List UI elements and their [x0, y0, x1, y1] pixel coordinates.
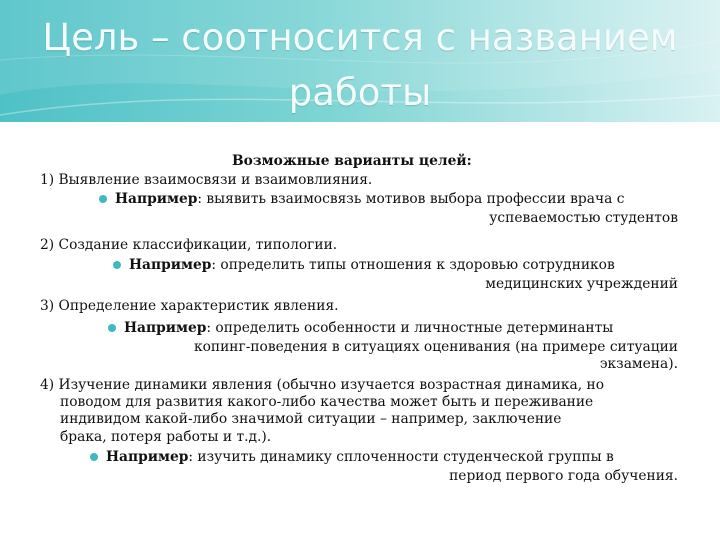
example-text: : определить особенности и личностные детерминанты: [206, 320, 614, 336]
slide-title: [0, 10, 720, 120]
goal-item-1: 1) Выявление взаимосвязи и взаимовлияния.: [40, 172, 373, 188]
example-1: [99, 190, 624, 209]
example-3-cont: копинг-поведения в ситуациях оценивания (на примере ситуации: [193, 339, 678, 355]
slide-body: [0, 152, 720, 532]
goal-item-4-line2: поводом для развития какого-либо качества может быть и переживание: [60, 394, 594, 410]
goal-item-4: 4) Изучение динамики явления (обычно изучается возрастная динамика, но: [40, 377, 605, 393]
goal-item-4-line4: брака, потеря работы и т.д.).: [60, 429, 272, 445]
title-line-1: Цель – соотносится с названием: [42, 16, 678, 59]
example-label: Например: [106, 449, 189, 465]
title-line-2: работы: [288, 71, 432, 114]
example-text: : выявить взаимосвязь мотивов выбора профессии врача с: [197, 191, 625, 207]
example-2-cont: медицинских учреждений: [485, 276, 678, 292]
subheading: Возможные варианты целей:: [232, 153, 472, 169]
example-label: Например: [115, 191, 198, 207]
example-1-cont: успеваемостью студентов: [489, 210, 678, 226]
example-label: Например: [124, 320, 207, 336]
bullet-icon: [108, 324, 116, 332]
goal-item-2: 2) Создание классификации, типологии.: [40, 237, 338, 253]
example-3-cont-2: экзамена).: [599, 356, 678, 372]
bullet-icon: [99, 195, 107, 203]
example-2: [113, 256, 615, 275]
bullet-icon: [113, 261, 121, 269]
example-text: : изучить динамику сплоченности студенческой группы в: [188, 449, 614, 465]
example-3: [108, 319, 613, 338]
goal-item-3: 3) Определение характеристик явления.: [40, 298, 339, 314]
example-4: [90, 448, 614, 467]
example-label: Например: [129, 257, 212, 273]
example-text: : определить типы отношения к здоровью сотрудников: [211, 257, 615, 273]
bullet-icon: [90, 453, 98, 461]
goal-item-4-line3: индивидом какой-либо значимой ситуации – например, заключение: [60, 411, 562, 427]
example-4-cont: период первого года обучения.: [449, 468, 678, 484]
